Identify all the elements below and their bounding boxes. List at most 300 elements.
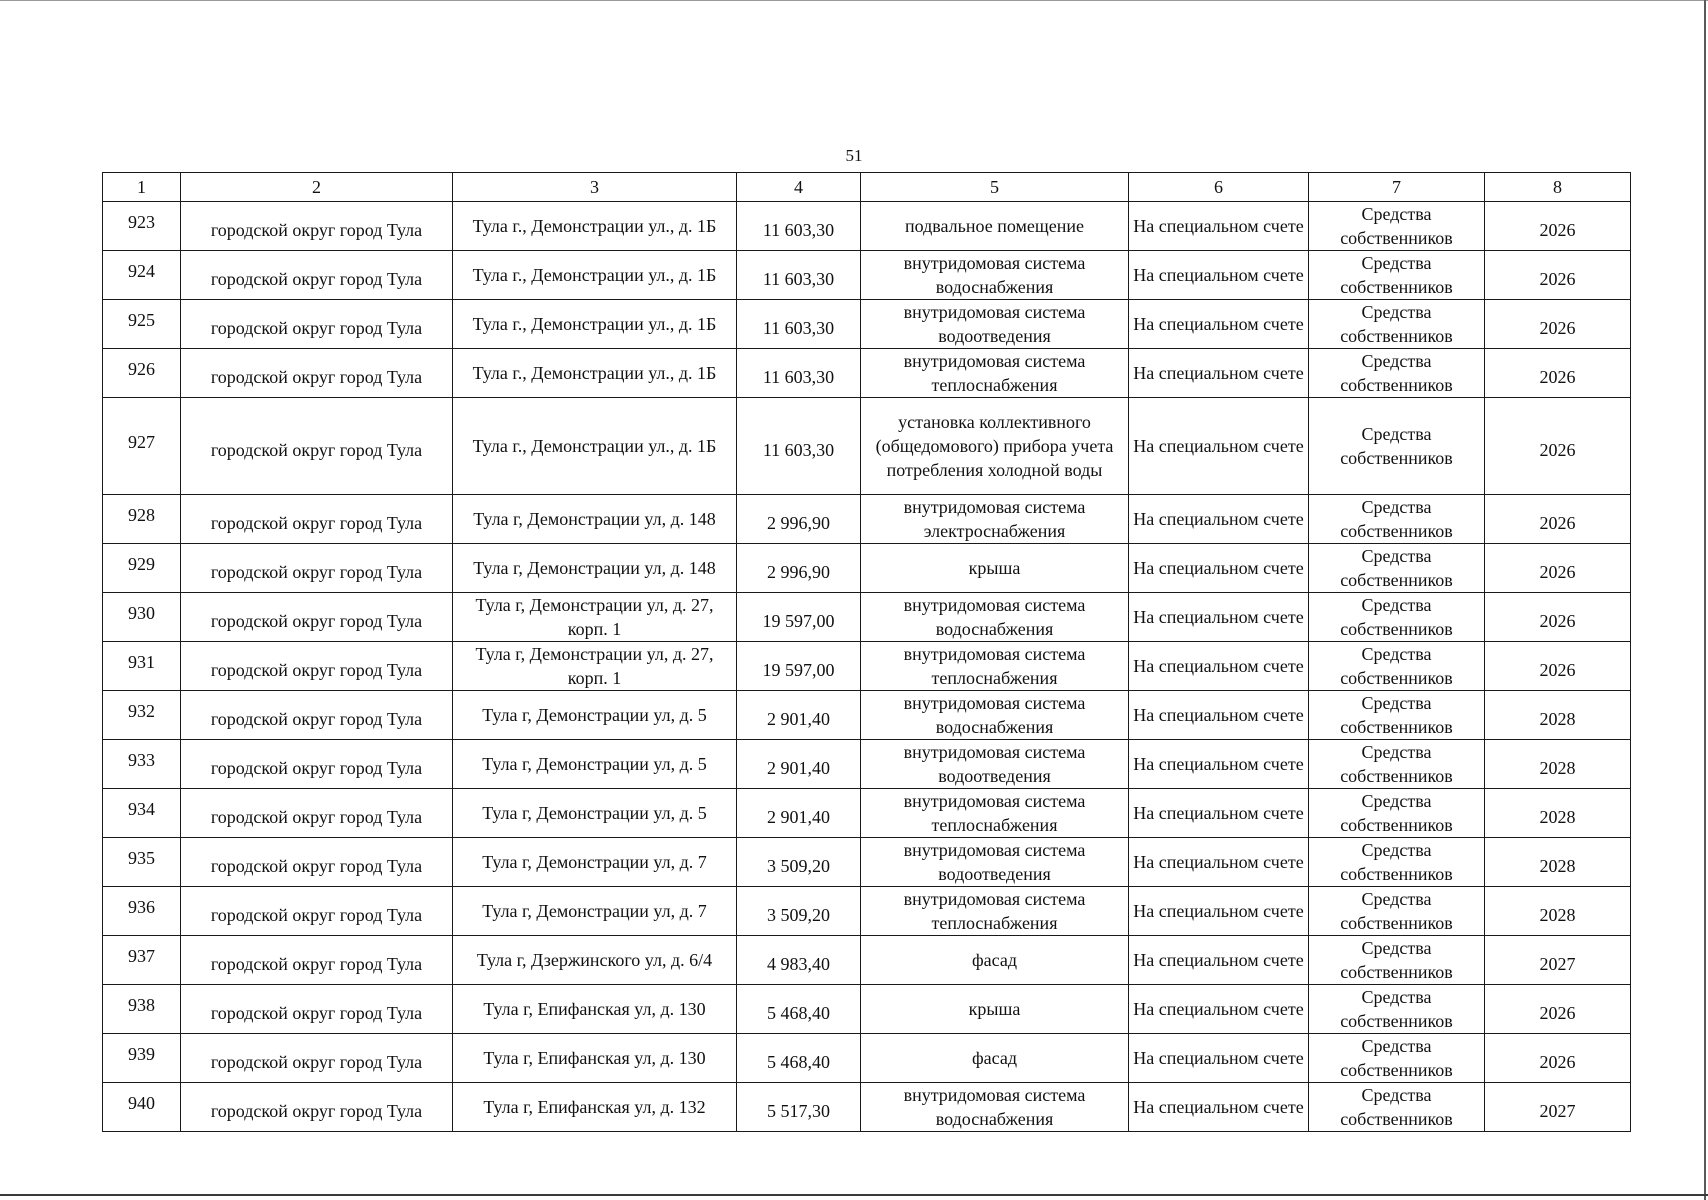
table-row — [103, 251, 1631, 300]
work-type-cell-text: внутридомовая система водоснабжения — [903, 1085, 1086, 1129]
row-number-text: 938 — [128, 995, 155, 1015]
table-row — [103, 740, 1631, 789]
work-type-cell — [861, 838, 1129, 887]
district-cell-text: городской округ город Тула — [210, 220, 423, 240]
address-cell-text: Тула г, Епифанская ул, д. 130 — [483, 1048, 706, 1068]
year-cell-text: 2026 — [1539, 1003, 1576, 1023]
work-type-cell — [861, 789, 1129, 838]
year-cell-text: 2026 — [1539, 220, 1576, 240]
row-number-text: 936 — [128, 897, 155, 917]
account-cell — [1129, 202, 1309, 251]
work-type-cell-text: внутридомовая система теплоснабжения — [903, 351, 1086, 395]
account-cell-text: На специальном счете — [1133, 754, 1304, 774]
area-cell — [737, 740, 861, 789]
address-cell-text: Тула г., Демонстрации ул., д. 1Б — [472, 216, 717, 236]
address-cell-text: Тула г, Демонстрации ул, д. 148 — [473, 558, 716, 578]
address-cell — [453, 887, 737, 936]
row-number — [103, 544, 181, 593]
table-row — [103, 642, 1631, 691]
work-type-cell-text: внутридомовая система водоотведения — [903, 742, 1086, 786]
funding-cell-text: Средства собственников — [1340, 497, 1453, 541]
account-cell — [1129, 398, 1309, 495]
work-type-cell-text: внутридомовая система теплоснабжения — [903, 889, 1086, 933]
account-cell-text: На специальном счете — [1133, 950, 1304, 970]
funding-cell-text: Средства собственников — [1340, 791, 1453, 835]
row-number — [103, 985, 181, 1034]
area-cell — [737, 251, 861, 300]
table-row — [103, 887, 1631, 936]
address-cell-text: Тула г, Демонстрации ул, д. 7 — [482, 852, 707, 872]
address-cell — [453, 740, 737, 789]
account-cell-text: На специальном счете — [1133, 607, 1304, 627]
year-cell — [1485, 593, 1631, 642]
account-cell — [1129, 691, 1309, 740]
work-type-cell — [861, 985, 1129, 1034]
row-number-text: 940 — [128, 1093, 155, 1113]
area-cell — [737, 936, 861, 985]
address-cell — [453, 202, 737, 251]
col-header-5: 5 — [861, 173, 1129, 202]
year-cell — [1485, 544, 1631, 593]
district-cell — [181, 202, 453, 251]
row-number-text: 935 — [128, 848, 155, 868]
district-cell-text: городской округ город Тула — [210, 954, 423, 974]
table-row — [103, 349, 1631, 398]
row-number-text: 932 — [128, 701, 155, 721]
table-row — [103, 544, 1631, 593]
work-type-cell-text: установка коллективного (общедомового) прибора учета потребления холодной воды — [875, 412, 1114, 480]
funding-cell-text: Средства собственников — [1340, 840, 1453, 884]
account-cell — [1129, 740, 1309, 789]
account-cell — [1129, 495, 1309, 544]
address-cell — [453, 789, 737, 838]
funding-cell — [1309, 740, 1485, 789]
area-cell — [737, 691, 861, 740]
district-cell-text: городской округ город Тула — [210, 440, 423, 460]
row-number-text: 939 — [128, 1044, 155, 1064]
funding-cell — [1309, 202, 1485, 251]
work-type-cell — [861, 1083, 1129, 1132]
funding-cell-text: Средства собственников — [1340, 742, 1453, 786]
funding-cell — [1309, 691, 1485, 740]
funding-cell — [1309, 544, 1485, 593]
row-number-text: 925 — [128, 310, 155, 330]
district-cell-text: городской округ город Тула — [210, 513, 423, 533]
work-type-cell — [861, 398, 1129, 495]
area-cell-text: 5 468,40 — [767, 1003, 830, 1023]
address-cell-text: Тула г., Демонстрации ул., д. 1Б — [472, 363, 717, 383]
district-cell-text: городской округ город Тула — [210, 856, 423, 876]
table-row — [103, 593, 1631, 642]
row-number-text: 927 — [128, 432, 155, 452]
work-type-cell-text: крыша — [968, 558, 1021, 578]
address-cell — [453, 1083, 737, 1132]
row-number-text: 930 — [128, 603, 155, 623]
district-cell-text: городской округ город Тула — [210, 1052, 423, 1072]
year-cell-text: 2026 — [1539, 1052, 1576, 1072]
district-cell-text: городской округ город Тула — [210, 367, 423, 387]
row-number — [103, 593, 181, 642]
funding-cell — [1309, 349, 1485, 398]
address-cell — [453, 691, 737, 740]
account-cell — [1129, 985, 1309, 1034]
col-header-4: 4 — [737, 173, 861, 202]
address-cell-text: Тула г, Демонстрации ул, д. 5 — [482, 754, 707, 774]
address-cell — [453, 349, 737, 398]
account-cell — [1129, 1083, 1309, 1132]
work-type-cell — [861, 544, 1129, 593]
address-cell — [453, 544, 737, 593]
col-header-7: 7 — [1309, 173, 1485, 202]
account-cell-text: На специальном счете — [1133, 1097, 1304, 1117]
district-cell — [181, 1083, 453, 1132]
col-header-8: 8 — [1485, 173, 1631, 202]
address-cell-text: Тула г, Епифанская ул, д. 132 — [483, 1097, 706, 1117]
address-cell-text: Тула г, Епифанская ул, д. 130 — [483, 999, 706, 1019]
district-cell — [181, 985, 453, 1034]
work-type-cell-text: внутридомовая система водоотведения — [903, 840, 1086, 884]
capital-repair-table — [102, 172, 1631, 1132]
address-cell-text: Тула г, Дзержинского ул, д. 6/4 — [476, 950, 713, 970]
funding-cell-text: Средства собственников — [1340, 889, 1453, 933]
district-cell — [181, 544, 453, 593]
page-number-text: 51 — [845, 146, 863, 165]
year-cell — [1485, 202, 1631, 251]
row-number-text: 929 — [128, 554, 155, 574]
page-number — [0, 146, 1708, 166]
table-row — [103, 202, 1631, 251]
account-cell-text: На специальном счете — [1133, 852, 1304, 872]
area-cell — [737, 300, 861, 349]
district-cell — [181, 789, 453, 838]
funding-cell-text: Средства собственников — [1340, 693, 1453, 737]
row-number — [103, 740, 181, 789]
area-cell — [737, 838, 861, 887]
funding-cell — [1309, 838, 1485, 887]
district-cell-text: городской округ город Тула — [210, 660, 423, 680]
area-cell-text: 11 603,30 — [762, 220, 835, 240]
address-cell — [453, 593, 737, 642]
address-cell — [453, 398, 737, 495]
account-cell — [1129, 251, 1309, 300]
account-cell — [1129, 838, 1309, 887]
funding-cell-text: Средства собственников — [1340, 1085, 1453, 1129]
scan-edge-top — [0, 0, 1708, 1]
district-cell — [181, 300, 453, 349]
funding-cell-text: Средства собственников — [1340, 546, 1453, 590]
district-cell-text: городской округ город Тула — [210, 611, 423, 631]
account-cell-text: На специальном счете — [1133, 216, 1304, 236]
year-cell-text: 2028 — [1539, 807, 1576, 827]
work-type-cell-text: крыша — [968, 999, 1021, 1019]
address-cell — [453, 300, 737, 349]
row-number — [103, 691, 181, 740]
year-cell-text: 2027 — [1539, 954, 1576, 974]
area-cell — [737, 985, 861, 1034]
funding-cell-text: Средства собственников — [1340, 424, 1453, 468]
work-type-cell — [861, 202, 1129, 251]
account-cell-text: На специальном счете — [1133, 901, 1304, 921]
table-header — [103, 173, 1631, 202]
year-cell — [1485, 495, 1631, 544]
work-type-cell-text: фасад — [971, 1048, 1017, 1068]
row-number — [103, 349, 181, 398]
row-number — [103, 202, 181, 251]
address-cell-text: Тула г., Демонстрации ул., д. 1Б — [472, 436, 717, 456]
row-number — [103, 838, 181, 887]
scan-edge-right — [1704, 0, 1706, 1200]
area-cell-text: 2 901,40 — [767, 807, 830, 827]
area-cell — [737, 398, 861, 495]
header-row — [103, 173, 1631, 202]
row-number — [103, 936, 181, 985]
account-cell-text: На специальном счете — [1133, 656, 1304, 676]
account-cell — [1129, 1034, 1309, 1083]
table-row — [103, 398, 1631, 495]
address-cell — [453, 985, 737, 1034]
district-cell-text: городской округ город Тула — [210, 1101, 423, 1121]
area-cell — [737, 789, 861, 838]
address-cell-text: Тула г, Демонстрации ул, д. 7 — [482, 901, 707, 921]
funding-cell — [1309, 985, 1485, 1034]
table-row — [103, 789, 1631, 838]
district-cell-text: городской округ город Тула — [210, 562, 423, 582]
funding-cell-text: Средства собственников — [1340, 302, 1453, 346]
table-row — [103, 300, 1631, 349]
account-cell-text: На специальном счете — [1133, 265, 1304, 285]
district-cell-text: городской округ город Тула — [210, 318, 423, 338]
account-cell — [1129, 936, 1309, 985]
work-type-cell-text: внутридомовая система водоснабжения — [903, 693, 1086, 737]
area-cell — [737, 642, 861, 691]
district-cell — [181, 1034, 453, 1083]
district-cell — [181, 495, 453, 544]
funding-cell — [1309, 495, 1485, 544]
account-cell-text: На специальном счете — [1133, 363, 1304, 383]
year-cell — [1485, 691, 1631, 740]
funding-cell-text: Средства собственников — [1340, 595, 1453, 639]
area-cell-text: 2 901,40 — [767, 758, 830, 778]
work-type-cell-text: фасад — [971, 950, 1017, 970]
address-cell-text: Тула г, Демонстрации ул, д. 5 — [482, 803, 707, 823]
work-type-cell — [861, 887, 1129, 936]
year-cell — [1485, 740, 1631, 789]
account-cell — [1129, 544, 1309, 593]
area-cell — [737, 887, 861, 936]
work-type-cell — [861, 642, 1129, 691]
funding-cell — [1309, 642, 1485, 691]
row-number — [103, 300, 181, 349]
funding-cell-text: Средства собственников — [1340, 1036, 1453, 1080]
district-cell — [181, 691, 453, 740]
account-cell-text: На специальном счете — [1133, 999, 1304, 1019]
work-type-cell — [861, 691, 1129, 740]
year-cell-text: 2026 — [1539, 611, 1576, 631]
work-type-cell — [861, 251, 1129, 300]
table-row — [103, 495, 1631, 544]
row-number-text: 937 — [128, 946, 155, 966]
work-type-cell — [861, 300, 1129, 349]
address-cell — [453, 251, 737, 300]
funding-cell — [1309, 300, 1485, 349]
table-row — [103, 838, 1631, 887]
year-cell-text: 2026 — [1539, 562, 1576, 582]
funding-cell — [1309, 593, 1485, 642]
year-cell-text: 2028 — [1539, 758, 1576, 778]
work-type-cell-text: подвальное помещение — [905, 216, 1084, 236]
area-cell-text: 5 468,40 — [767, 1052, 830, 1072]
district-cell-text: городской округ город Тула — [210, 269, 423, 289]
row-number — [103, 1083, 181, 1132]
year-cell — [1485, 936, 1631, 985]
area-cell — [737, 349, 861, 398]
col-header-6: 6 — [1129, 173, 1309, 202]
funding-cell-text: Средства собственников — [1340, 204, 1453, 248]
work-type-cell-text: внутридомовая система электроснабжения — [903, 497, 1086, 541]
area-cell-text: 11 603,30 — [762, 269, 835, 289]
account-cell-text: На специальном счете — [1133, 803, 1304, 823]
area-cell-text: 11 603,30 — [762, 318, 835, 338]
funding-cell — [1309, 887, 1485, 936]
account-cell — [1129, 593, 1309, 642]
address-cell-text: Тула г, Демонстрации ул, д. 27, корп. 1 — [475, 644, 714, 688]
row-number-text: 924 — [128, 261, 155, 281]
area-cell-text: 5 517,30 — [767, 1101, 830, 1121]
account-cell-text: На специальном счете — [1133, 314, 1304, 334]
year-cell-text: 2026 — [1539, 367, 1576, 387]
area-cell-text: 2 996,90 — [767, 562, 830, 582]
account-cell-text: На специальном счете — [1133, 1048, 1304, 1068]
address-cell — [453, 1034, 737, 1083]
funding-cell — [1309, 1034, 1485, 1083]
funding-cell — [1309, 251, 1485, 300]
scan-edge-bottom — [0, 1194, 1708, 1196]
account-cell — [1129, 300, 1309, 349]
table-body — [103, 202, 1631, 1132]
funding-cell-text: Средства собственников — [1340, 644, 1453, 688]
district-cell — [181, 936, 453, 985]
address-cell — [453, 936, 737, 985]
district-cell — [181, 398, 453, 495]
area-cell-text: 11 603,30 — [762, 440, 835, 460]
funding-cell-text: Средства собственников — [1340, 253, 1453, 297]
year-cell-text: 2028 — [1539, 709, 1576, 729]
area-cell — [737, 593, 861, 642]
work-type-cell-text: внутридомовая система водоотведения — [903, 302, 1086, 346]
year-cell-text: 2028 — [1539, 856, 1576, 876]
district-cell — [181, 740, 453, 789]
account-cell — [1129, 887, 1309, 936]
year-cell — [1485, 789, 1631, 838]
work-type-cell — [861, 740, 1129, 789]
account-cell — [1129, 642, 1309, 691]
row-number — [103, 398, 181, 495]
address-cell-text: Тула г., Демонстрации ул., д. 1Б — [472, 314, 717, 334]
year-cell — [1485, 349, 1631, 398]
account-cell — [1129, 349, 1309, 398]
year-cell-text: 2026 — [1539, 269, 1576, 289]
row-number — [103, 251, 181, 300]
account-cell-text: На специальном счете — [1133, 705, 1304, 725]
area-cell — [737, 202, 861, 251]
work-type-cell — [861, 936, 1129, 985]
table-row — [103, 1083, 1631, 1132]
area-cell-text: 19 597,00 — [762, 611, 835, 631]
work-type-cell — [861, 349, 1129, 398]
area-cell-text: 4 983,40 — [767, 954, 830, 974]
account-cell-text: На специальном счете — [1133, 509, 1304, 529]
year-cell — [1485, 398, 1631, 495]
row-number-text: 931 — [128, 652, 155, 672]
account-cell — [1129, 789, 1309, 838]
address-cell-text: Тула г, Демонстрации ул, д. 27, корп. 1 — [475, 595, 714, 639]
district-cell — [181, 887, 453, 936]
row-number — [103, 495, 181, 544]
col-header-3: 3 — [453, 173, 737, 202]
row-number — [103, 642, 181, 691]
area-cell — [737, 1083, 861, 1132]
row-number — [103, 887, 181, 936]
area-cell-text: 2 901,40 — [767, 709, 830, 729]
address-cell — [453, 838, 737, 887]
row-number-text: 928 — [128, 505, 155, 525]
year-cell-text: 2026 — [1539, 440, 1576, 460]
year-cell — [1485, 1034, 1631, 1083]
area-cell — [737, 1034, 861, 1083]
row-number-text: 934 — [128, 799, 155, 819]
funding-cell-text: Средства собственников — [1340, 351, 1453, 395]
area-cell-text: 3 509,20 — [767, 905, 830, 925]
funding-cell — [1309, 1083, 1485, 1132]
row-number-text: 923 — [128, 212, 155, 232]
district-cell-text: городской округ город Тула — [210, 1003, 423, 1023]
year-cell — [1485, 985, 1631, 1034]
area-cell — [737, 544, 861, 593]
address-cell-text: Тула г, Демонстрации ул, д. 148 — [473, 509, 716, 529]
funding-cell — [1309, 789, 1485, 838]
work-type-cell-text: внутридомовая система теплоснабжения — [903, 791, 1086, 835]
work-type-cell — [861, 593, 1129, 642]
year-cell-text: 2028 — [1539, 905, 1576, 925]
row-number-text: 933 — [128, 750, 155, 770]
year-cell — [1485, 300, 1631, 349]
district-cell-text: городской округ город Тула — [210, 905, 423, 925]
col-header-1: 1 — [103, 173, 181, 202]
district-cell — [181, 593, 453, 642]
area-cell — [737, 495, 861, 544]
area-cell-text: 11 603,30 — [762, 367, 835, 387]
work-type-cell-text: внутридомовая система теплоснабжения — [903, 644, 1086, 688]
work-type-cell-text: внутридомовая система водоснабжения — [903, 595, 1086, 639]
address-cell — [453, 642, 737, 691]
year-cell-text: 2026 — [1539, 513, 1576, 533]
row-number — [103, 789, 181, 838]
area-cell-text: 3 509,20 — [767, 856, 830, 876]
district-cell — [181, 642, 453, 691]
table-row — [103, 936, 1631, 985]
year-cell — [1485, 838, 1631, 887]
work-type-cell-text: внутридомовая система водоснабжения — [903, 253, 1086, 297]
row-number — [103, 1034, 181, 1083]
funding-cell — [1309, 936, 1485, 985]
table-row — [103, 985, 1631, 1034]
table-row — [103, 1034, 1631, 1083]
year-cell-text: 2026 — [1539, 318, 1576, 338]
year-cell — [1485, 1083, 1631, 1132]
area-cell-text: 2 996,90 — [767, 513, 830, 533]
col-header-2: 2 — [181, 173, 453, 202]
address-cell-text: Тула г., Демонстрации ул., д. 1Б — [472, 265, 717, 285]
